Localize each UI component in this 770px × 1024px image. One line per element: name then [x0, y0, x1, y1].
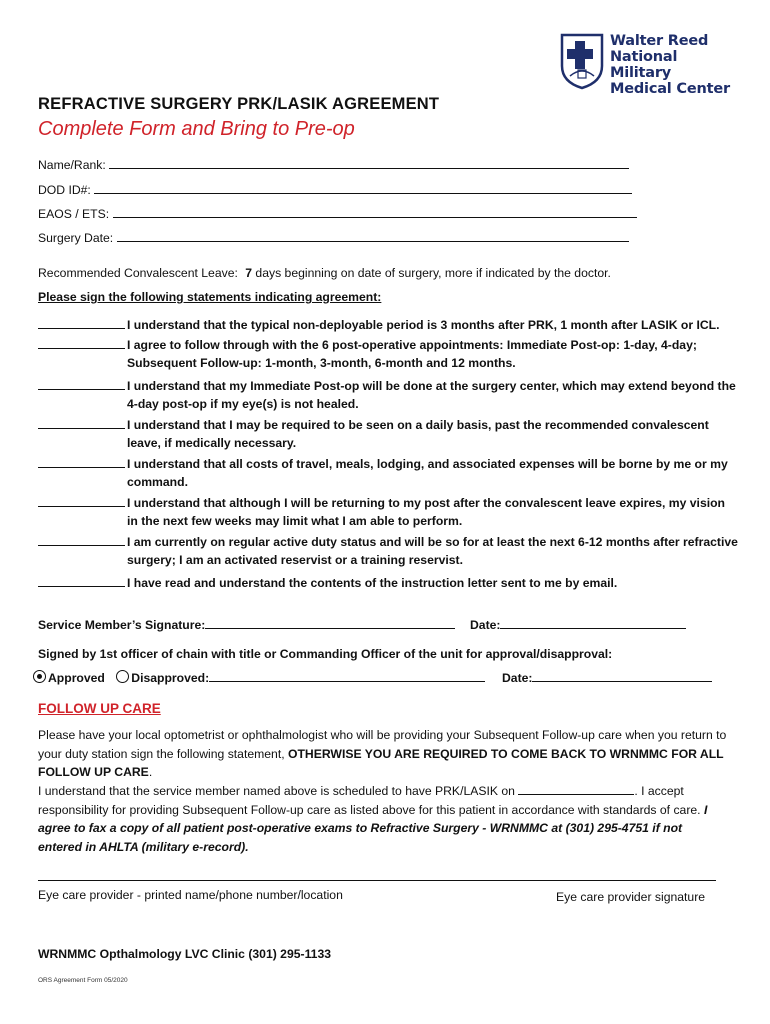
convalescent-leave-text [38, 265, 611, 281]
instruction-heading: Please sign the following statements indicating agreement: [38, 290, 382, 304]
leave-prefix: Recommended Convalescent Leave: [38, 266, 238, 280]
eaos-ets-field[interactable] [38, 206, 637, 222]
signature-line[interactable] [205, 617, 455, 629]
statement-text: I understand that the typical non-deployable period is 3 months after PRK, 1 month after LASIK or ICL. [127, 318, 720, 332]
para1-bold-text: OTHERWISE YOU ARE REQUIRED TO COME BACK TO WRNMMC FOR ALL FOLLOW UP CARE [38, 746, 724, 779]
initials-line[interactable] [38, 316, 125, 329]
signature-label: Service Member’s Signature: [38, 618, 206, 632]
approval-signature-line[interactable] [209, 670, 485, 682]
field-label: Surgery Date: [38, 231, 114, 245]
form-subtitle: Complete Form and Bring to Pre-op [38, 118, 355, 140]
service-member-signature-field[interactable] [38, 617, 455, 633]
chain-of-command-text: Signed by 1st officer of chain with title or Commanding Officer of the unit for approval/disapproval: [38, 647, 613, 661]
statement-text: I understand that all costs of travel, meals, lodging, and associated expenses will be borne by me or my command. [127, 457, 728, 489]
para2-text-a: I understand that the service member named above is scheduled to have PRK/LASIK on [38, 784, 515, 798]
statement-text: I understand that my Immediate Post-op will be done at the surgery center, which may extend beyond the 4-day post-op if my eye(s) is not healed. [127, 379, 736, 411]
initials-line[interactable] [38, 416, 125, 429]
initials-line[interactable] [38, 377, 125, 390]
logo-text [610, 33, 738, 97]
date-line[interactable] [500, 617, 686, 629]
name-rank-field[interactable] [38, 157, 629, 173]
para1-text: Please have your local optometrist or ophthalmologist who will be providing your Subsequent Follow-up care when you return to your duty station sign the following statement, [38, 728, 727, 761]
form-title: REFRACTIVE SURGERY PRK/LASIK AGREEMENT [38, 95, 440, 113]
surgery-date-input-line[interactable] [117, 230, 629, 242]
approval-date-line[interactable] [532, 670, 712, 682]
approved-radio[interactable] [33, 670, 46, 683]
field-label: Name/Rank: [38, 158, 106, 172]
statement-text: I agree to follow through with the 6 post-operative appointments: Immediate Post-op: 1-day, 4-day; Subsequent Follow-up: 1-month, 3-month, 6-month and 12 months. [127, 338, 697, 370]
follow-up-paragraph-1 [38, 726, 728, 782]
follow-up-title: FOLLOW UP CARE [38, 701, 161, 716]
logo-line-1: Walter Reed [610, 33, 709, 49]
field-label: DOD ID#: [38, 183, 91, 197]
signature-date-field[interactable] [470, 617, 686, 633]
leave-suffix: days beginning on date of surgery, more if indicated by the doctor. [255, 266, 611, 280]
name-rank-input-line[interactable] [109, 157, 629, 169]
surgery-date-field[interactable] [38, 230, 629, 246]
initials-line[interactable] [38, 533, 125, 546]
provider-signature-label: Eye care provider signature [556, 890, 706, 904]
provider-printed-name-label: Eye care provider - printed name/phone number/location [38, 888, 343, 902]
follow-up-paragraph-2 [38, 782, 728, 856]
statement-text: I am currently on regular active duty status and will be so for at least the next 6-12 months after refractive surgery; I am an activated reservist or a training reservist. [127, 535, 738, 567]
statement-text: I understand that I may be required to be seen on a daily basis, past the recommended convalescent leave, if medically necessary. [127, 418, 709, 450]
walter-reed-logo [558, 32, 738, 97]
initials-line[interactable] [38, 494, 125, 507]
para2-text-b: . I accept responsibility for providing Subsequent Follow-up care as listed above for this patient in accordance with standards of care. [38, 784, 701, 817]
approval-date-field[interactable] [502, 670, 712, 686]
shield-cross-icon [558, 32, 606, 90]
dod-id-input-line[interactable] [94, 182, 632, 194]
initials-line[interactable] [38, 455, 125, 468]
initials-line[interactable] [38, 336, 125, 349]
logo-line-3: Medical Center [610, 81, 730, 97]
form-identifier: ORS Agreement Form 05/2020 [38, 977, 128, 984]
date-label: Date: [470, 618, 501, 632]
scheduled-date-line[interactable] [518, 783, 634, 795]
eaos-ets-input-line[interactable] [113, 206, 637, 218]
para1-end: . [148, 765, 153, 779]
statement-text: I have read and understand the contents of the instruction letter sent to me by email. [127, 576, 618, 590]
date-label: Date: [502, 671, 533, 685]
leave-days: 7 [245, 266, 253, 280]
disapproved-label: Disapproved: [131, 671, 210, 685]
initials-line[interactable] [38, 574, 125, 587]
para2-bold-text: I agree to fax a copy of all patient post-operative exams to Refractive Surgery - WRNMMC at (301) 295-4751 if not entered in AHLTA (military e-record). [38, 802, 708, 854]
field-label: EAOS / ETS: [38, 207, 110, 221]
statement-text: I understand that although I will be returning to my post after the convalescent leave expires, my vision in the next few weeks may limit what I am able to perform. [127, 496, 725, 528]
provider-signature-line[interactable] [38, 880, 716, 881]
approved-label: Approved [48, 671, 105, 685]
disapproved-radio[interactable] [116, 670, 129, 683]
clinic-contact: WRNMMC Opthalmology LVC Clinic (301) 295-1133 [38, 947, 332, 961]
logo-line-2: National Military [610, 49, 678, 81]
dod-id-field[interactable] [38, 182, 632, 198]
approval-options [33, 670, 485, 686]
